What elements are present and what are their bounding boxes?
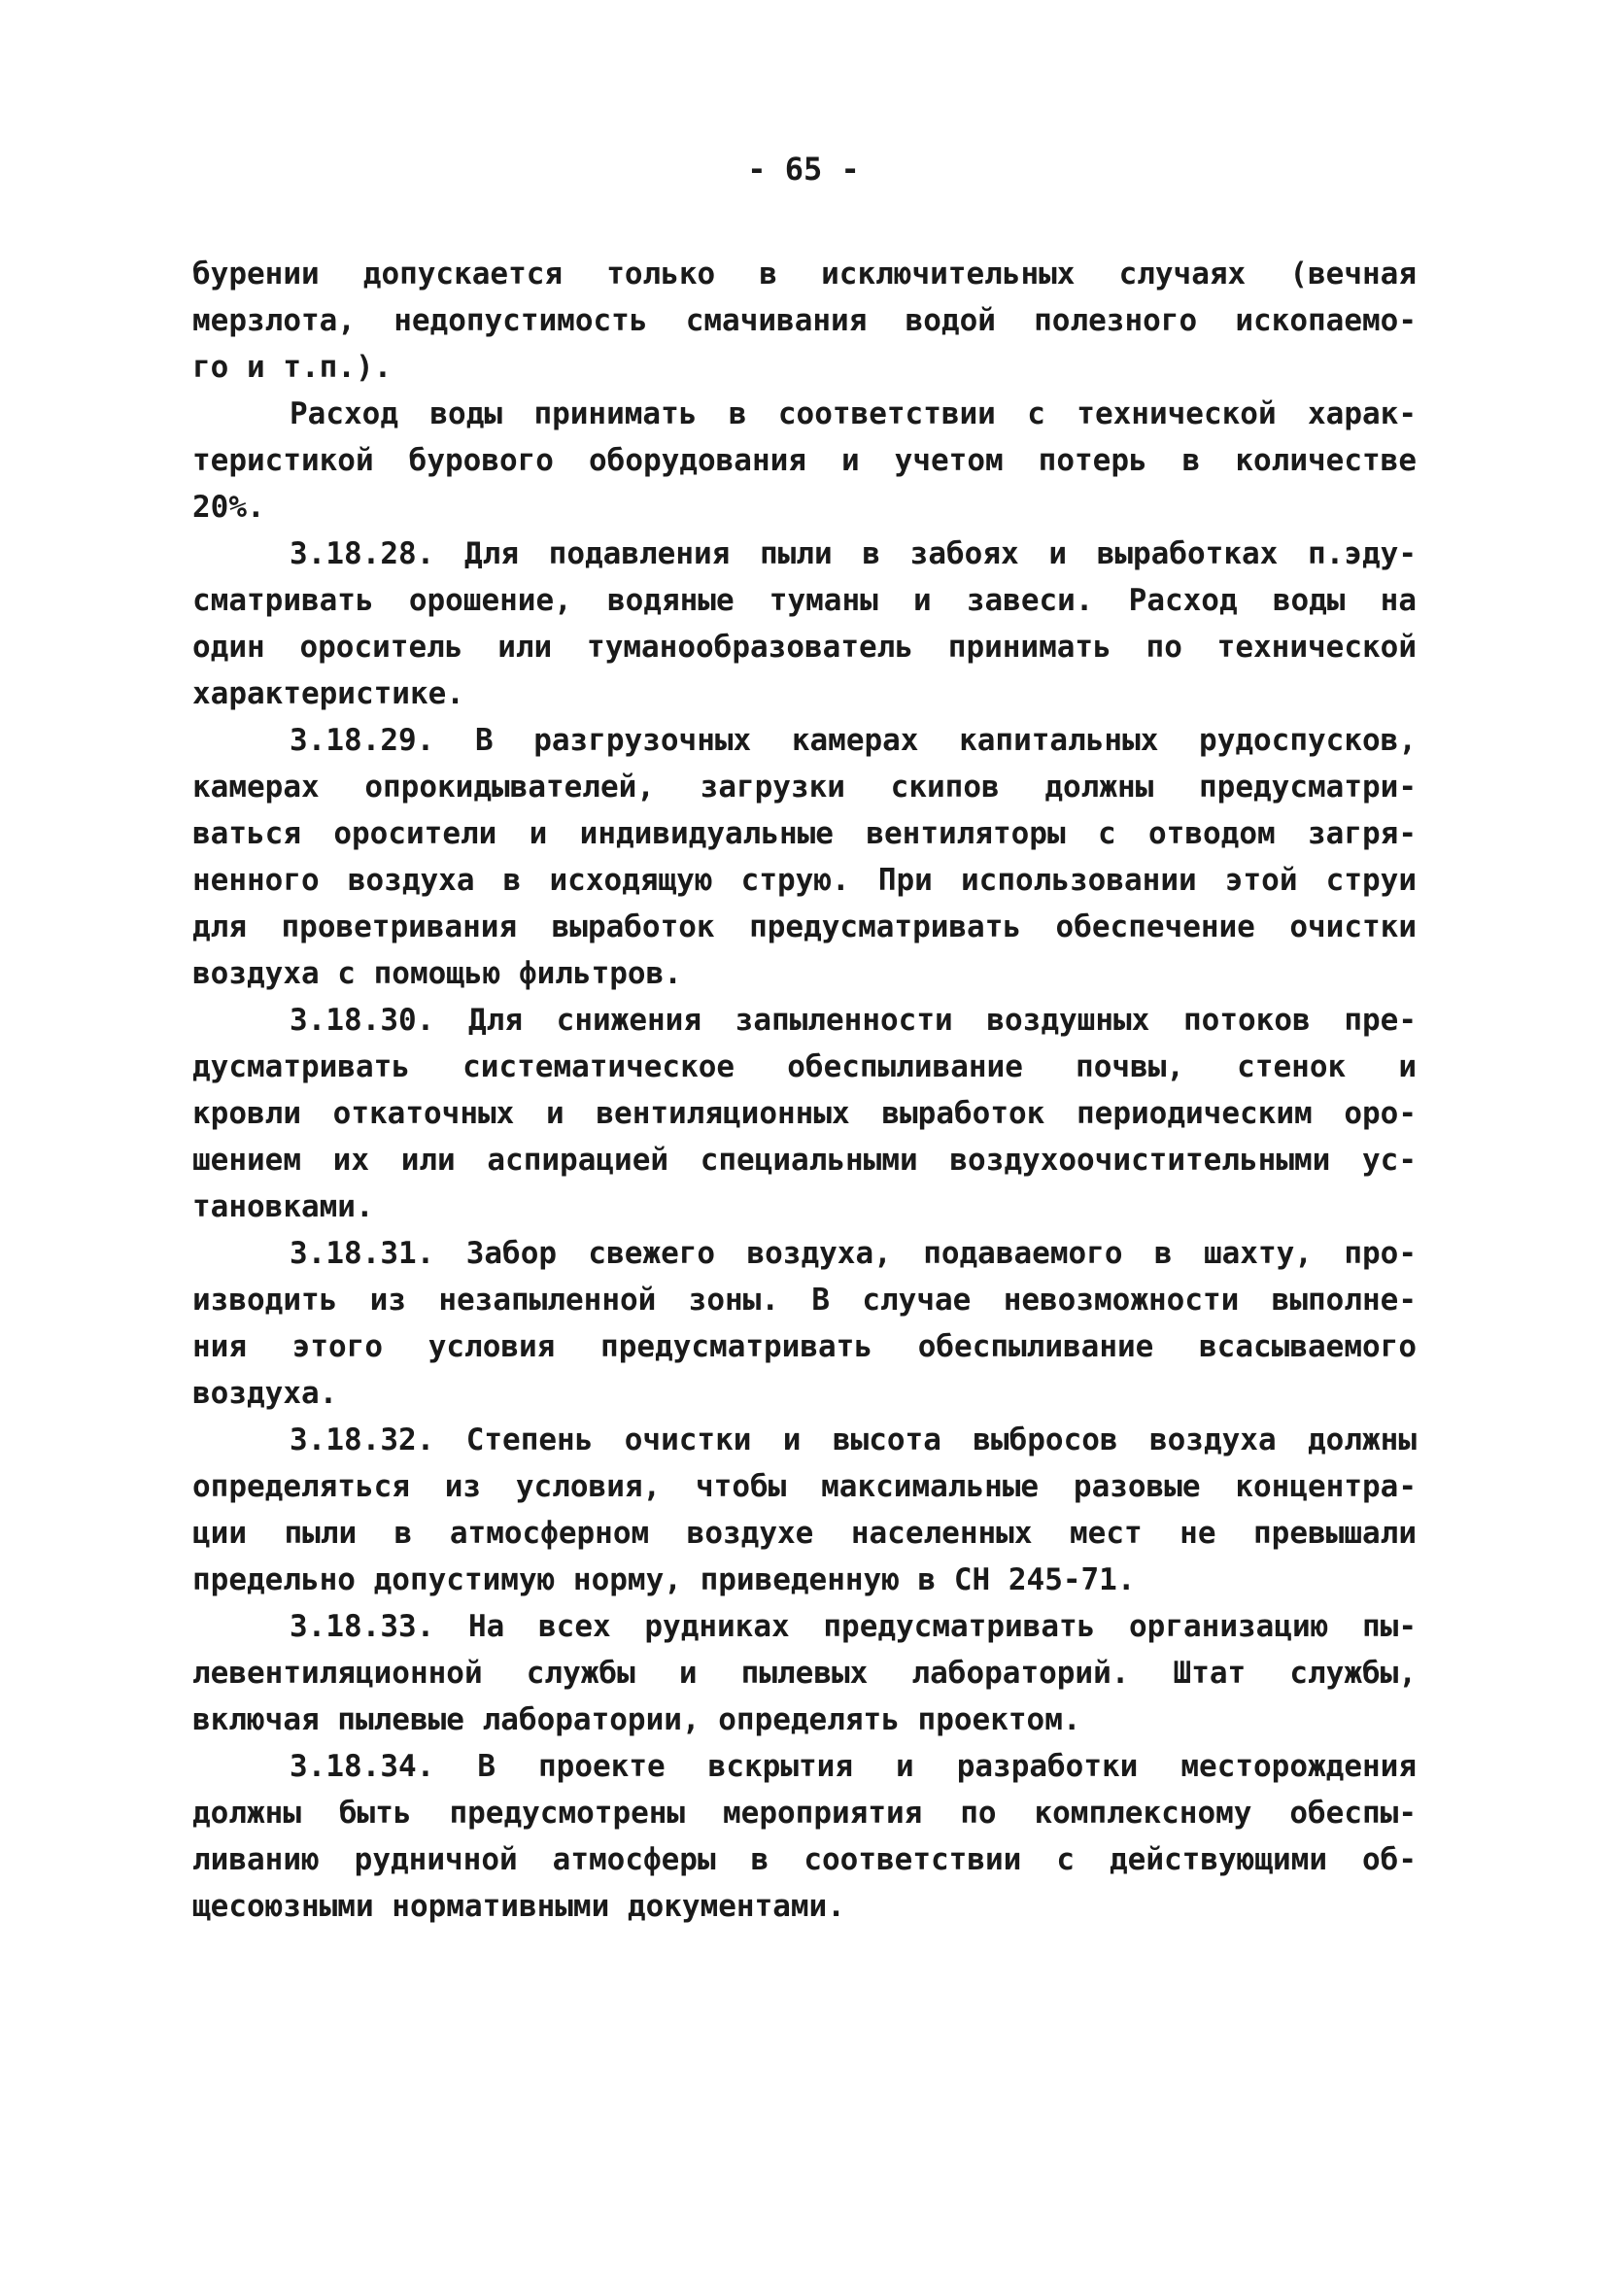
text-line: тановками.	[192, 1189, 374, 1224]
text-line: ния этого условия предусматривать обеспыливание всасываемого	[192, 1329, 1417, 1364]
text-line: 3.18.31. Забор свежего воздуха, подаваемого в шахту, про-	[290, 1236, 1417, 1271]
text-line: камерах опрокидывателей, загрузки скипов должны предусматри-	[192, 770, 1417, 805]
text-line: для проветривания выработок предусматривать обеспечение очистки	[192, 909, 1417, 944]
text-line: 20%.	[192, 490, 265, 525]
text-line: щесоюзными нормативными документами.	[192, 1889, 845, 1924]
text-line: определяться из условия, чтобы максимальные разовые концентра-	[192, 1469, 1417, 1504]
text-line: шением их или аспирацией специальными воздухоочистительными ус-	[192, 1143, 1417, 1178]
page-number: - 65 -	[747, 151, 860, 188]
text-line: сматривать орошение, водяные туманы и завеси. Расход воды на	[192, 583, 1417, 618]
text-line: 3.18.30. Для снижения запыленности воздушных потоков пре-	[290, 1003, 1417, 1038]
text-line: воздуха с помощью фильтров.	[192, 956, 682, 991]
text-line: ваться оросители и индивидуальные вентиляторы с отводом загря-	[192, 816, 1417, 851]
text-line: мерзлота, недопустимость смачивания водой полезного ископаемо-	[192, 303, 1417, 338]
text-line: 3.18.33. На всех рудниках предусматривать организацию пы-	[290, 1609, 1417, 1644]
text-line: 3.18.32. Степень очистки и высота выбросов воздуха должны	[290, 1422, 1417, 1457]
text-line: включая пылевые лаборатории, определять проектом.	[192, 1702, 1081, 1737]
text-line: воздуха.	[192, 1376, 338, 1411]
text-line: бурении допускается только в исключительных случаях (вечная	[192, 257, 1417, 291]
text-line: должны быть предусмотрены мероприятия по комплексному обеспы-	[192, 1796, 1417, 1831]
text-line: изводить из незапыленной зоны. В случае невозможности выполне-	[192, 1283, 1417, 1318]
text-line: один ороситель или туманообразователь принимать по технической	[192, 630, 1417, 665]
text-line: 3.18.34. В проекте вскрытия и разработки месторождения	[290, 1749, 1417, 1784]
text-line: кровли откаточных и вентиляционных выработок периодическим оро-	[192, 1096, 1417, 1131]
text-line: теристикой бурового оборудования и учетом потерь в количестве	[192, 443, 1417, 478]
text-line: ненного воздуха в исходящую струю. При использовании этой струи	[192, 863, 1417, 898]
text-line: характеристике.	[192, 676, 464, 711]
body-text	[192, 251, 1417, 1930]
text-line: 3.18.28. Для подавления пыли в забоях и выработках п.эду-	[290, 536, 1417, 571]
text-line: ции пыли в атмосферном воздухе населенных мест не превышали	[192, 1516, 1417, 1551]
text-line: Расход воды принимать в соответствии с технической харак-	[290, 396, 1417, 431]
text-line: предельно допустимую норму, приведенную в СН 245-71.	[192, 1562, 1136, 1597]
text-line: дусматривать систематическое обеспыливание почвы, стенок и	[192, 1049, 1417, 1084]
text-line: ливанию рудничной атмосферы в соответствии с действующими об-	[192, 1842, 1417, 1877]
text-line: левентиляционной службы и пылевых лабораторий. Штат службы,	[192, 1656, 1417, 1691]
text-line: го и т.п.).	[192, 350, 393, 385]
text-line: 3.18.29. В разгрузочных камерах капитальных рудоспусков,	[290, 723, 1417, 758]
